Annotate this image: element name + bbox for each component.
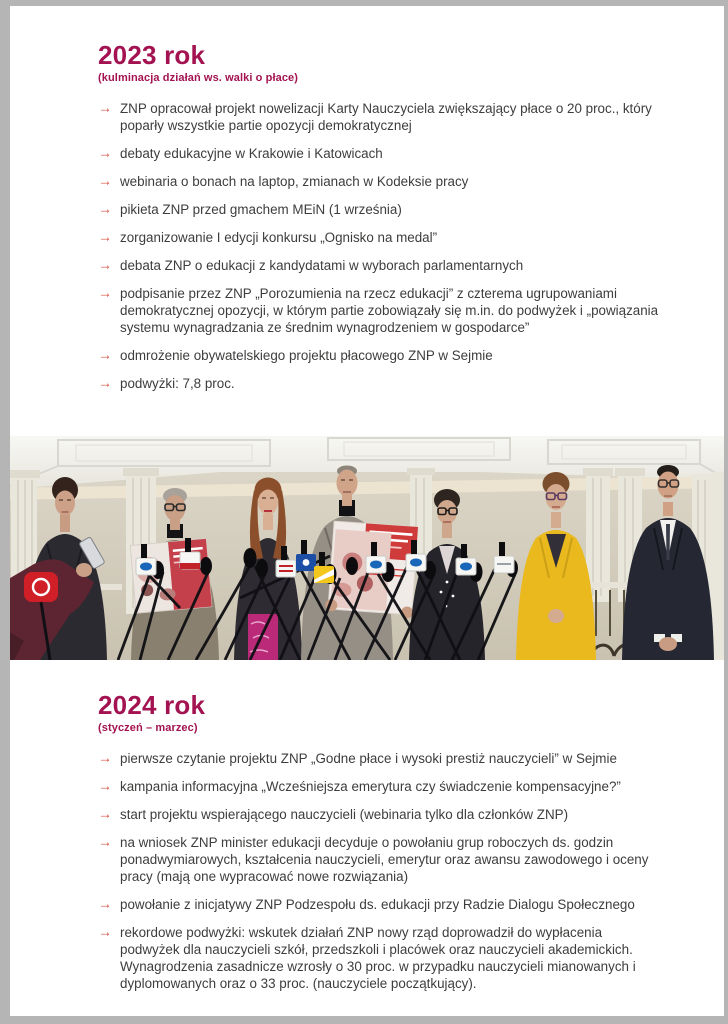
bullet-list-2024 bbox=[98, 750, 664, 992]
arrow-bullet-icon: → bbox=[98, 200, 112, 217]
list-item bbox=[98, 778, 664, 795]
list-item bbox=[98, 834, 664, 885]
list-item bbox=[98, 257, 664, 274]
list-item-text: debata ZNP o edukacji z kandydatami w wyborach parlamentarnych bbox=[120, 258, 524, 273]
list-item bbox=[98, 285, 664, 336]
arrow-bullet-icon: → bbox=[98, 833, 112, 850]
list-item bbox=[98, 924, 664, 992]
arrow-bullet-icon: → bbox=[98, 172, 112, 189]
list-item bbox=[98, 100, 664, 134]
list-item-text: webinaria o bonach na laptop, zmianach w Kodeksie pracy bbox=[120, 174, 469, 189]
list-item-text: podpisanie przez ZNP „Porozumienia na rzecz edukacji” z czterema ugrupowaniami demokratycznej opozycji, w którym partie zobowiązały się m.in. do podwyżek i „powiązania systemu wynagradzania ze średnim wynagrodzeniem w gospodarce” bbox=[120, 286, 659, 335]
list-item bbox=[98, 896, 664, 913]
bullet-list-2023 bbox=[98, 100, 664, 392]
arrow-bullet-icon: → bbox=[98, 777, 112, 794]
list-item-text: rekordowe podwyżki: wskutek działań ZNP nowy rząd doprowadził do wypłacenia podwyżek dla nauczycieli szkół, przedszkoli i placówek oraz nauczycieli akademickich. Wynagrodzenia zasadnicze wzrosły o 30 proc. w przypadku nauczycieli mianowanych i dyplomowanych oraz o 33 proc. (nauczyciele początkujący). bbox=[120, 925, 636, 991]
arrow-bullet-icon: → bbox=[98, 923, 112, 940]
list-item-text: pierwsze czytanie projektu ZNP „Godne płace i wysoki prestiż nauczycieli” w Sejmie bbox=[120, 751, 617, 766]
list-item bbox=[98, 145, 664, 162]
section-subtitle-2024: (styczeń – marzec) bbox=[98, 722, 198, 734]
list-item bbox=[98, 375, 664, 392]
section-2024 bbox=[10, 690, 724, 992]
list-item bbox=[98, 750, 664, 767]
list-item-text: kampania informacyjna „Wcześniejsza emerytura czy świadczenie kompensacyjne?” bbox=[120, 779, 621, 794]
list-item-text: odmrożenie obywatelskiego projektu płacowego ZNP w Sejmie bbox=[120, 348, 493, 363]
list-item-text: start projektu wspierającego nauczycieli (webinaria tylko dla członków ZNP) bbox=[120, 807, 569, 822]
arrow-bullet-icon: → bbox=[98, 749, 112, 766]
arrow-bullet-icon: → bbox=[98, 228, 112, 245]
arrow-bullet-icon: → bbox=[98, 284, 112, 301]
section-title-2023: 2023 rok bbox=[98, 40, 206, 70]
arrow-bullet-icon: → bbox=[98, 346, 112, 363]
arrow-bullet-icon: → bbox=[98, 256, 112, 273]
list-item-text: ZNP opracował projekt nowelizacji Karty Nauczyciela zwiększający płace o 20 proc., który poparły wszystkie partie opozycji demokratycznej bbox=[120, 101, 652, 133]
arrow-bullet-icon: → bbox=[98, 895, 112, 912]
list-item bbox=[98, 229, 664, 246]
section-2023 bbox=[10, 40, 724, 392]
list-item bbox=[98, 173, 664, 190]
list-item-text: pikieta ZNP przed gmachem MEiN (1 września) bbox=[120, 202, 402, 217]
document-page bbox=[10, 6, 724, 1016]
list-item-text: zorganizowanie I edycji konkursu „Ognisko na medal” bbox=[120, 230, 438, 245]
press-conference-photo-graphic bbox=[10, 436, 724, 660]
list-item-text: podwyżki: 7,8 proc. bbox=[120, 376, 235, 391]
arrow-bullet-icon: → bbox=[98, 144, 112, 161]
list-item-text: na wniosek ZNP minister edukacji decyduje o powołaniu grup roboczych ds. godzin ponadwymiarowych, kształcenia nauczycieli, emerytur oraz awansu zawodowego i oceny pracy (mają one wypracować nowe rozwiązania) bbox=[120, 835, 649, 884]
list-item bbox=[98, 806, 664, 823]
list-item-text: debaty edukacyjne w Krakowie i Katowicach bbox=[120, 146, 383, 161]
wall-light-right bbox=[712, 472, 724, 660]
list-item bbox=[98, 347, 664, 364]
arrow-bullet-icon: → bbox=[98, 374, 112, 391]
section-title-2024: 2024 rok bbox=[98, 690, 206, 720]
list-item bbox=[98, 201, 664, 218]
list-item-text: powołanie z inicjatywy ZNP Podzespołu ds. edukacji przy Radzie Dialogu Społecznego bbox=[120, 897, 635, 912]
arrow-bullet-icon: → bbox=[98, 99, 112, 116]
arrow-bullet-icon: → bbox=[98, 805, 112, 822]
press-conference-photo bbox=[10, 436, 724, 660]
section-subtitle-2023: (kulminacja działań ws. walki o płace) bbox=[98, 72, 299, 84]
